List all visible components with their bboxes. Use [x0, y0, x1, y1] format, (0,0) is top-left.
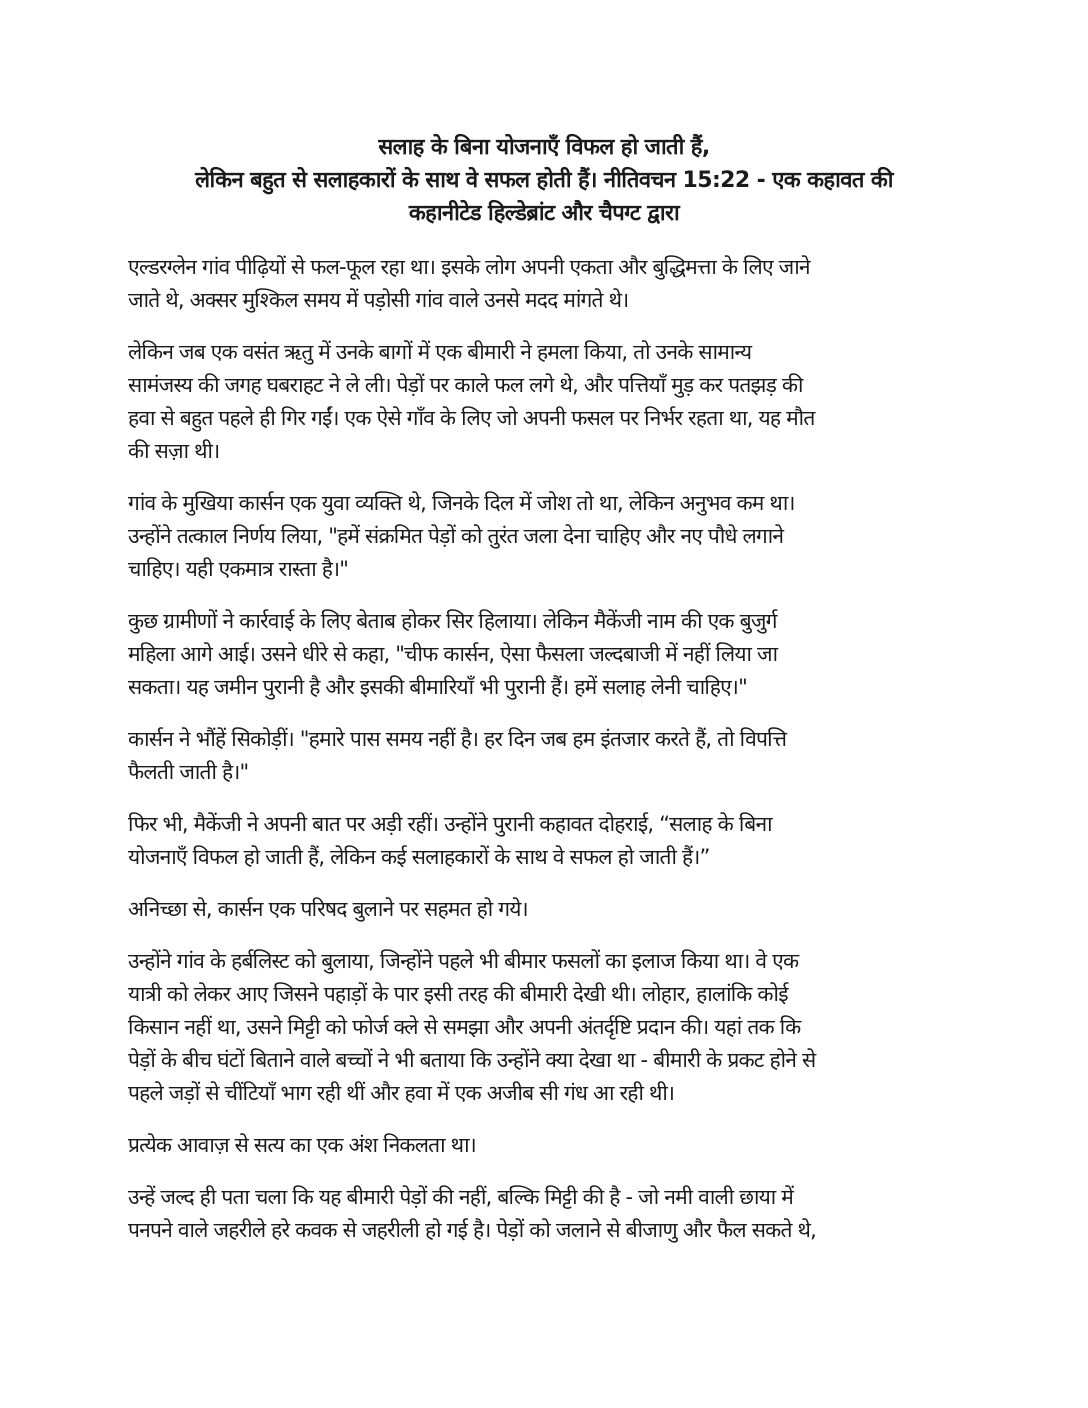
document-title: [100, 131, 988, 230]
text-line: पहले जड़ों से चींटियाँ भाग रही थीं और हवा में एक अजीब सी गंध आ रही थी।: [128, 1081, 675, 1105]
text-line: चाहिए। यही एकमात्र रास्ता है।": [128, 557, 349, 581]
text-line: पेड़ों के बीच घंटों बिताने वाले बच्चों ने भी बताया कि उन्होंने क्या देखा था - बीमारी के प्रकट होने से: [128, 1048, 816, 1072]
title-line: सलाह के बिना योजनाएँ विफल हो जाती हैं,: [378, 135, 710, 160]
text-line: की सज़ा थी।: [128, 439, 220, 463]
text-line: उन्हें जल्द ही पता चला कि यह बीमारी पेड़ों की नहीं, बल्कि मिट्टी की है - जो नमी वाली छाया में: [128, 1185, 794, 1209]
text-line: प्रत्येक आवाज़ से सत्य का एक अंश निकलता था।: [128, 1133, 476, 1157]
paragraph-proverb: [128, 808, 968, 874]
text-line: हवा से बहुत पहले ही गिर गईं। एक ऐसे गाँव के लिए जो अपनी फसल पर निर्भर रहता था, यह मौत: [128, 406, 815, 430]
text-line: गांव के मुखिया कार्सन एक युवा व्यक्ति थे, जिनके दिल में जोश तो था, लेकिन अनुभव कम था।: [128, 491, 795, 515]
paragraph-truth: [128, 1129, 968, 1162]
paragraph-disease: [128, 336, 968, 468]
text-line: यात्री को लेकर आए जिसने पहाड़ों के पार इसी तरह की बीमारी देखी थी। लोहार, हालांकि कोई: [128, 982, 788, 1006]
title-line: लेकिन बहुत से सलाहकारों के साथ वे सफल होती हैं। नीतिवचन 15:22 - एक कहावत की: [195, 168, 893, 193]
text-line: किसान नहीं था, उसने मिट्टी को फोर्ज क्ले से समझा और अपनी अंतर्दृष्टि प्रदान की। यहां तक कि: [128, 1015, 801, 1039]
document-body: [128, 251, 968, 1266]
text-line: अनिच्छा से, कार्सन एक परिषद बुलाने पर सहमत हो गये।: [128, 897, 528, 921]
paragraph-chief-decision: [128, 487, 968, 586]
text-line: उन्होंने तत्काल निर्णय लिया, "हमें संक्रमित पेड़ों को तुरंत जला देना चाहिए और नए पौधे लगाने: [128, 524, 784, 548]
text-line: महिला आगे आई। उसने धीरे से कहा, "चीफ कार्सन, ऐसा फैसला जल्दबाजी में नहीं लिया जा: [128, 642, 778, 666]
text-line: पनपने वाले जहरीले हरे कवक से जहरीली हो गई है। पेड़ों को जलाने से बीजाणु और फैल सकते थे,: [128, 1218, 817, 1242]
text-line: कुछ ग्रामीणों ने कार्रवाई के लिए बेताब होकर सिर हिलाया। लेकिन मैकेंजी नाम की एक बुजुर्ग: [128, 609, 777, 633]
text-line: सकता। यह जमीन पुरानी है और इसकी बीमारियाँ भी पुरानी हैं। हमें सलाह लेनी चाहिए।": [128, 675, 747, 699]
text-line: योजनाएँ विफल हो जाती हैं, लेकिन कई सलाहकारों के साथ वे सफल हो जाती हैं।”: [128, 845, 710, 869]
paragraph-mackenzie: [128, 605, 968, 704]
paragraph-council-voices: [128, 945, 968, 1110]
text-line: जाते थे, अक्सर मुश्किल समय में पड़ोसी गांव वाले उनसे मदद मांगते थे।: [128, 288, 629, 312]
paragraph-council-agreed: [128, 893, 968, 926]
text-line: एल्डरग्लेन गांव पीढ़ियों से फल-फूल रहा था। इसके लोग अपनी एकता और बुद्धिमत्ता के लिए जाने: [128, 255, 810, 279]
text-line: फिर भी, मैकेंजी ने अपनी बात पर अड़ी रहीं। उन्होंने पुरानी कहावत दोहराई, “सलाह के बिना: [128, 812, 772, 836]
text-line: लेकिन जब एक वसंत ऋतु में उनके बागों में एक बीमारी ने हमला किया, तो उनके सामान्य: [128, 340, 752, 364]
text-line: उन्होंने गांव के हर्बलिस्ट को बुलाया, जिन्होंने पहले भी बीमार फसलों का इलाज किया था। वे एक: [128, 949, 799, 973]
paragraph-village-intro: [128, 251, 968, 317]
text-line: कार्सन ने भौंहें सिकोड़ीं। "हमारे पास समय नहीं है। हर दिन जब हम इंतजार करते हैं, तो विपत्ति: [128, 727, 787, 751]
text-line: सामंजस्य की जगह घबराहट ने ले ली। पेड़ों पर काले फल लगे थे, और पत्तियाँ मुड़ कर पतझड़ की: [128, 373, 803, 397]
title-line: कहानीटेड हिल्डेब्रांट और चैपग्ट द्वारा: [408, 201, 680, 226]
paragraph-carson-frown: [128, 723, 968, 789]
paragraph-discovery: [128, 1181, 968, 1247]
text-line: फैलती जाती है।": [128, 760, 249, 784]
